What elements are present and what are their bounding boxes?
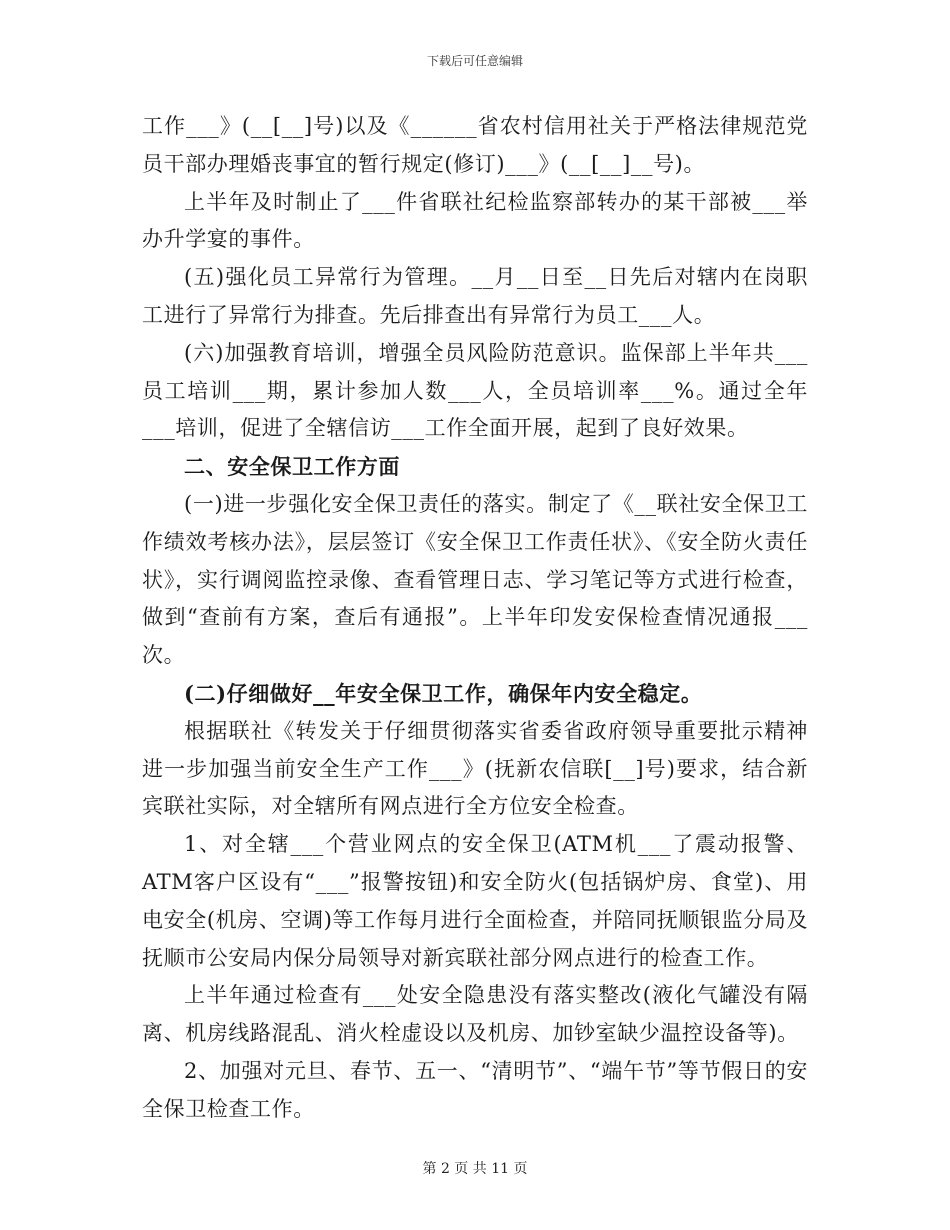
page-footer: 第 2 页 共 11 页 — [422, 1161, 528, 1177]
paragraph: 工作___》(__[__]号)以及《______省农村信用社关于严格法律规范党员干部办理婚丧事宜的暂行规定(修订)___》(__[__]__号)。 — [142, 114, 808, 176]
paragraph: 上半年及时制止了___件省联社纪检监察部转办的某干部被___举办升学宴的事件。 — [142, 189, 808, 252]
paragraph: (一)进一步强化安全保卫责任的落实。制定了《__联社安全保卫工作绩效考核办法》，层层签订《安全保卫工作责任状》、《安全防火责任状》，实行调阅监控录像、查看管理日志、学习笔记等方式进行检查，做到“查前有方案，查后有通报”。上半年印发安保检查情况通报___次。 — [142, 491, 808, 668]
subsection-heading: (二)仔细做好__年安全保卫工作，确保年内安全稳定。 — [184, 680, 703, 706]
paragraph: (五)强化员工异常行为管理。__月__日至__日先后对辖内在岗职工进行了异常行为排查。先后排查出有异常行为员工___人。 — [142, 265, 808, 327]
paragraph: 1、对全辖___个营业网点的安全保卫(ATM机___了震动报警、ATM客户区设有“___”报警按钮)和安全防火(包括锅炉房、食堂)、用电安全(机房、空调)等工作每月进行全面检查，并陪同抚顺银监分局及抚顺市公安局内保分局领导对新宾联社部分网点进行的检查工作。 — [142, 832, 808, 970]
paragraph: (六)加强教育培训，增强全员风险防范意识。监保部上半年共___员工培训___期，累计参加人数___人，全员培训率___%。通过全年___培训，促进了全辖信访___工作全面开展，起到了良好效果。 — [142, 340, 808, 441]
page-header: 下载后可任意编辑 — [426, 54, 523, 68]
section-heading: 二、安全保卫工作方面 — [184, 454, 400, 480]
paragraph: 上半年通过检查有___处安全隐患没有落实整改(液化气罐没有隔离、机房线路混乱、消火栓虚设以及机房、加钞室缺少温控设备等)。 — [142, 983, 808, 1046]
paragraph: 根据联社《转发关于仔细贯彻落实省委省政府领导重要批示精神进一步加强当前安全生产工作___》(抚新农信联[__]号)要求，结合新宾联社实际，对全辖所有网点进行全方位安全检查。 — [142, 718, 808, 819]
paragraph: 2、加强对元旦、春节、五一、“清明节”、“端午节”等节假日的安全保卫检查工作。 — [142, 1058, 808, 1121]
document-body — [142, 108, 808, 1129]
